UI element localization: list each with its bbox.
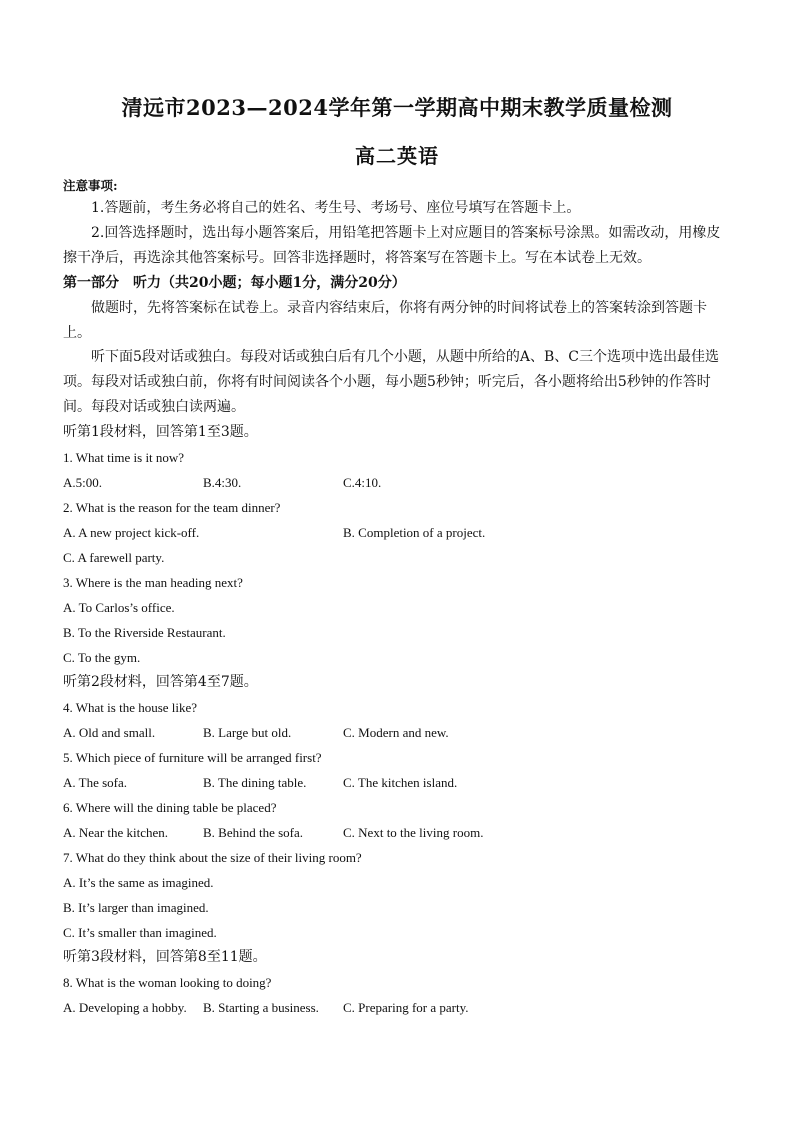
part1-intro-2: 听下面5段对话或独白。每段对话或独白后有几个小题，从题中所给的A、B、C三个选项中选出最佳选项。每段对话或独白前，你将有时间阅读各个小题，每小题5秒钟；听完后，各小题将给出5秒钟的作答时间。每段对话或独白读两遍。: [63, 349, 720, 415]
question-2-option-a: A. A new project kick-off.: [63, 525, 200, 540]
question-2-option-c: C. A farewell party.: [63, 550, 165, 565]
section-1-heading: 听第1段材料，回答第1至3题。: [63, 424, 258, 440]
question-3-stem: 3. Where is the man heading next?: [63, 575, 243, 590]
question-8-option-c: C. Preparing for a party.: [343, 1000, 469, 1015]
question-3-option-a: A. To Carlos’s office.: [63, 600, 175, 615]
part1-intro-1: 做题时，先将答案标在试卷上。录音内容结束后，你将有两分钟的时间将试卷上的答案转涂到答题卡上。: [63, 300, 707, 341]
question-8-option-b: B. Starting a business.: [203, 1000, 319, 1015]
question-5-stem: 5. Which piece of furniture will be arranged first?: [63, 750, 322, 765]
part1-heading: 第一部分 听力（共20小题；每小题1分，满分20分）: [63, 275, 406, 291]
question-3-option-c: C. To the gym.: [63, 650, 141, 665]
question-1-option-c: C.4:10.: [343, 475, 382, 490]
question-7-stem: 7. What do they think about the size of their living room?: [63, 850, 362, 865]
question-5-option-c: C. The kitchen island.: [343, 775, 458, 790]
question-6-option-b: B. Behind the sofa.: [203, 825, 304, 840]
question-8-option-a: A. Developing a hobby.: [63, 1000, 187, 1015]
question-4-option-b: B. Large but old.: [203, 725, 292, 740]
question-2-option-b: B. Completion of a project.: [343, 525, 486, 540]
question-7-option-c: C. It’s smaller than imagined.: [63, 925, 217, 940]
question-1-option-a: A.5:00.: [63, 475, 102, 490]
question-7-option-b: B. It’s larger than imagined.: [63, 900, 209, 915]
question-6-option-a: A. Near the kitchen.: [63, 825, 169, 840]
question-4-option-a: A. Old and small.: [63, 725, 156, 740]
question-6-stem: 6. Where will the dining table be placed?: [63, 800, 277, 815]
page-subtitle: 高二英语: [355, 144, 439, 168]
notice-item-2: 2.回答选择题时，选出每小题答案后，用铅笔把答题卡上对应题目的答案标号涂黑。如需改动，用橡皮擦干净后，再选涂其他答案标号。回答非选择题时，将答案写在答题卡上。写在本试卷上无效。: [63, 225, 721, 266]
question-7-option-a: A. It’s the same as imagined.: [63, 875, 214, 890]
notice-item-1: 1.答题前，考生务必将自己的姓名、考生号、考场号、座位号填写在答题卡上。: [91, 200, 581, 216]
question-6-option-c: C. Next to the living room.: [343, 825, 484, 840]
question-3-option-b: B. To the Riverside Restaurant.: [63, 625, 226, 640]
question-5-option-b: B. The dining table.: [203, 775, 307, 790]
question-4-option-c: C. Modern and new.: [343, 725, 449, 740]
section-3-heading: 听第3段材料，回答第8至11题。: [63, 949, 267, 965]
question-1-option-b: B.4:30.: [203, 475, 242, 490]
question-2-stem: 2. What is the reason for the team dinner?: [63, 500, 281, 515]
question-1-stem: 1. What time is it now?: [63, 450, 185, 465]
section-2-heading: 听第2段材料，回答第4至7题。: [63, 674, 258, 690]
notice-heading: 注意事项:: [63, 178, 118, 193]
page-title: 清远市2023—2024学年第一学期高中期末教学质量检测: [121, 95, 673, 120]
question-4-stem: 4. What is the house like?: [63, 700, 198, 715]
question-8-stem: 8. What is the woman looking to doing?: [63, 975, 272, 990]
question-5-option-a: A. The sofa.: [63, 775, 128, 790]
